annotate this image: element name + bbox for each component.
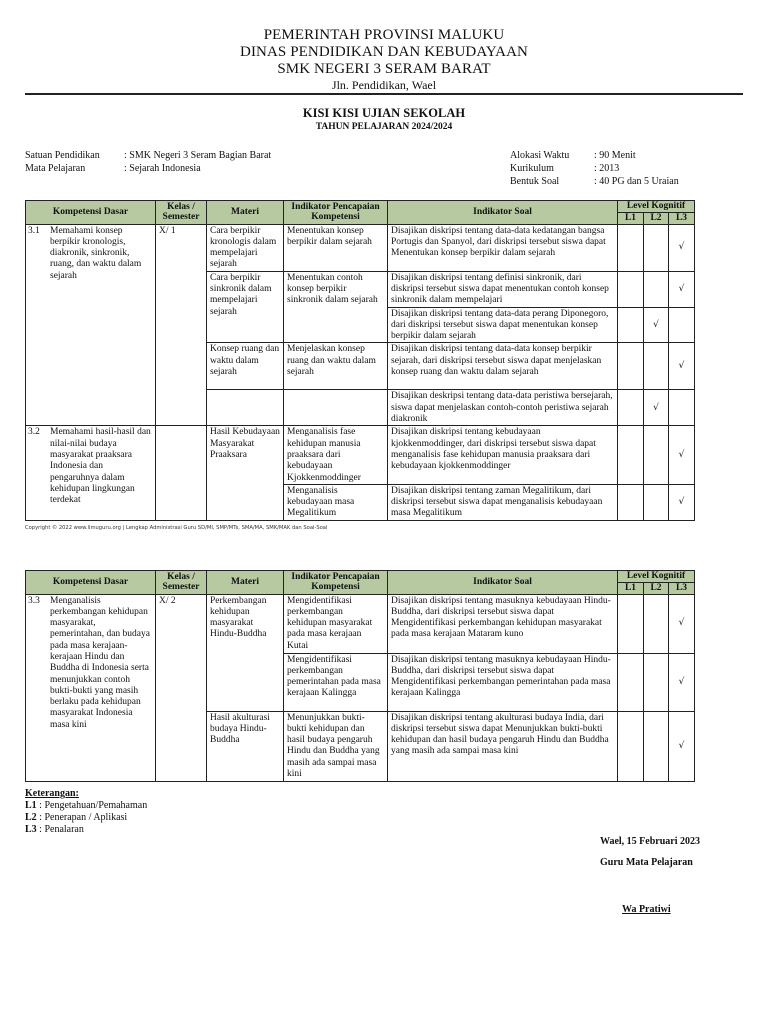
copyright-note: Copyright © 2022 www.ilmuguru.org | Lengkap Administrasi Guru SD/MI, SMP/MTs, SMA/MA, SMK/MAK dan Soal-Soal	[25, 525, 328, 531]
ipk-cell	[284, 390, 388, 426]
soal-cell: Disajikan deskripsi tentang data-data peristiwa bersejarah, siswa dapat menjelaskan contoh-contoh peristiwa sejarah diakronik	[388, 390, 618, 426]
signature-place-date: Wael, 15 Februari 2023	[600, 836, 700, 847]
ipk-cell: Menunjukkan bukti-bukti kehidupan dan hasil budaya pengaruh Hindu dan Buddha yang masih ada sampai masa kini	[284, 711, 388, 781]
ipk-cell: Menentukan konsep berpikir dalam sejarah	[284, 224, 388, 271]
meta-label-mapel: Mata Pelajaran	[25, 163, 86, 174]
col-header-soal: Indikator Soal	[388, 571, 618, 595]
ipk-cell: Menentukan contoh konsep berpikir sinkronik dalam sejarah	[284, 271, 388, 343]
check-mark: √	[669, 426, 695, 484]
col-header-materi: Materi	[207, 571, 284, 595]
legend-item: L3 : Penalaran	[25, 824, 84, 835]
materi-cell: Konsep ruang dan waktu dalam sejarah	[207, 343, 284, 390]
meta-value-kurikulum: : 2013	[594, 163, 620, 174]
document-subtitle: TAHUN PELAJARAN 2024/2024	[315, 122, 453, 132]
legend-item: L1 : Pengetahuan/Pemahaman	[25, 800, 148, 811]
kisi-table-2	[25, 570, 695, 782]
header-divider	[25, 93, 743, 95]
check-mark: √	[669, 484, 695, 520]
legend-keterangan	[25, 788, 147, 836]
soal-cell: Disajikan diskripsi tentang akulturasi budaya India, dari diskripsi tersebut siswa dapat Menunjukkan bukti-bukti kehidupan dan hasil budaya pengaruh Hindu dan Buddha yang masih ada sampai masa kini	[388, 711, 618, 781]
header-line-1: PEMERINTAH PROVINSI MALUKU	[263, 27, 505, 43]
kelas-cell	[156, 426, 207, 520]
col-header-l1: L1	[618, 583, 644, 595]
col-header-ipk: Indikator Pencapaian Kompetensi	[284, 571, 388, 595]
kelas-cell: X/ 1	[156, 224, 207, 426]
meta-label-bentuk: Bentuk Soal	[510, 176, 560, 187]
header-line-2: DINAS PENDIDIKAN DAN KEBUDAYAAN	[240, 44, 528, 60]
kd-text: Memahami hasil-hasil dan nilai-nilai budaya masyarakat praaksara Indonesia dan pengaruhnya dalam kehidupan lingkungan terdekat	[50, 427, 151, 506]
ipk-cell: Mengidentifikasi perkembangan pemerintahan pada masa kerajaan Kalingga	[284, 653, 388, 711]
kd-number: 3.3	[28, 595, 40, 606]
soal-cell: Disajikan diskripsi tentang masuknya kebudayaan Hindu-Buddha, dari diskripsi tersebut siswa dapat Mengidentifikasi perkembangan kehidupan masyarakat pada masa kerajaan Mataram kuno	[388, 594, 618, 653]
soal-cell: Disajikan diskripsi tentang kebudayaan kjokkenmoddinger, dari diskripsi tersebut siswa dapat menganalisis fase kehidupan manusia praaksara dari kebudayaan kjokkenmoddinger	[388, 426, 618, 484]
meta-label-satuan: Satuan Pendidikan	[25, 150, 100, 161]
header-line-3: SMK NEGERI 3 SERAM BARAT	[277, 61, 491, 77]
materi-cell: Hasil Kebudayaan Masyarakat Praaksara	[207, 426, 284, 520]
soal-cell: Disajikan diskripsi tentang data-data perang Diponegoro, dari diskripsi tersebut siswa dapat menentukan konsep berpikir dalam sejarah	[388, 307, 618, 343]
signature-name: Wa Pratiwi	[622, 904, 671, 915]
col-header-kelas: Kelas / Semester	[156, 571, 207, 595]
meta-value-bentuk: : 40 PG dan 5 Uraian	[594, 176, 679, 187]
kd-cell	[26, 224, 156, 426]
table-row	[26, 426, 695, 484]
meta-value-alokasi: : 90 Menit	[594, 150, 636, 161]
legend-item: L2 : Penerapan / Aplikasi	[25, 812, 128, 823]
meta-right	[510, 149, 710, 191]
meta-left	[25, 149, 325, 179]
col-header-level: Level Kognitif	[618, 201, 695, 213]
check-mark: √	[644, 307, 669, 343]
header-address: Jln. Pendidikan, Wael	[331, 78, 437, 92]
ipk-cell: Menjelaskan konsep ruang dan waktu dalam sejarah	[284, 343, 388, 390]
col-header-kelas: Kelas / Semester	[156, 201, 207, 225]
kd-number: 3.1	[28, 225, 40, 236]
soal-cell: Disajikan diskripsi tentang definisi sinkronik, dari diskripsi tersebut siswa dapat menentukan contoh konsep sinkronik dalam mempelajari	[388, 271, 618, 307]
meta-label-alokasi: Alokasi Waktu	[510, 150, 570, 161]
signature-role: Guru Mata Pelajaran	[600, 857, 693, 868]
col-header-l3: L3	[669, 213, 695, 225]
col-header-soal: Indikator Soal	[388, 201, 618, 225]
col-header-kd: Kompetensi Dasar	[26, 571, 156, 595]
kd-number: 3.2	[28, 427, 40, 438]
kd-text: Memahami konsep berpikir kronologis, diakronik, sinkronik, ruang, dan waktu dalam sejarah	[50, 225, 142, 281]
check-mark: √	[669, 594, 695, 653]
check-mark: √	[669, 271, 695, 307]
col-header-kd: Kompetensi Dasar	[26, 201, 156, 225]
check-mark: √	[669, 711, 695, 781]
legend-title: Keterangan:	[25, 788, 79, 799]
col-header-level: Level Kognitif	[618, 571, 695, 583]
ipk-cell: Menganalisis kebudayaan masa Megalitikum	[284, 484, 388, 520]
letterhead	[0, 27, 768, 92]
soal-cell: Disajikan diskripsi tentang zaman Megalitikum, dari diskripsi tersebut siswa dapat menganalisis kebudayaan masa Megalitikum	[388, 484, 618, 520]
materi-cell: Cara berpikir sinkronik dalam mempelajari sejarah	[207, 271, 284, 343]
ipk-cell: Menganalisis fase kehidupan manusia praaksara dari kebudayaan Kjokkenmoddinger	[284, 426, 388, 484]
check-mark: √	[644, 390, 669, 426]
col-header-l2: L2	[644, 213, 669, 225]
kd-cell	[26, 594, 156, 781]
meta-value-satuan: : SMK Negeri 3 Seram Bagian Barat	[124, 150, 272, 161]
ipk-cell: Mengidentifikasi perkembangan kehidupan masyarakat pada masa kerajaan Kutai	[284, 594, 388, 653]
materi-cell	[207, 390, 284, 426]
check-mark: √	[669, 224, 695, 271]
check-mark: √	[669, 653, 695, 711]
kd-text: Menganalisis perkembangan kehidupan masyarakat, pemerintahan, dan budaya pada masa kerajaan-kerajaan Hindu dan Buddha di Indonesia serta menunjukkan contoh bukti-bukti yang masih berlaku pada kehidupan masyarakat Indonesia masa kini	[50, 595, 150, 730]
meta-value-mapel: : Sejarah Indonesia	[124, 163, 201, 174]
materi-cell: Cara berpikir kronologis dalam mempelajari sejarah	[207, 224, 284, 271]
soal-cell: Disajikan diskripsi tentang masuknya kebudayaan Hindu-Buddha, dari diskripsi tersebut siswa dapat Mengidentifikasi perkembangan pemerintahan pada masa kerajaan Kalingga	[388, 653, 618, 711]
table-row	[26, 594, 695, 653]
col-header-materi: Materi	[207, 201, 284, 225]
document-title: KISI KISI UJIAN SEKOLAH	[302, 106, 466, 120]
col-header-l3: L3	[669, 583, 695, 595]
materi-cell: Perkembangan kehidupan masyarakat Hindu-Buddha	[207, 594, 284, 711]
col-header-l1: L1	[618, 213, 644, 225]
col-header-ipk: Indikator Pencapaian Kompetensi	[284, 201, 388, 225]
table-row	[26, 224, 695, 271]
soal-cell: Disajikan diskripsi tentang data-data konsep berpikir sejarah, dari diskripsi tersebut siswa dapat menjelaskan konsep ruang dan waktu dalam sejarah	[388, 343, 618, 390]
materi-cell: Hasil akulturasi budaya Hindu-Buddha	[207, 711, 284, 781]
kd-cell	[26, 426, 156, 520]
soal-cell: Disajikan diskripsi tentang data-data kedatangan bangsa Portugis dan Spanyol, dari diskripsi tersebut siswa dapat Menentukan konsep berpikir dalam sejarah	[388, 224, 618, 271]
col-header-l2: L2	[644, 583, 669, 595]
check-mark: √	[669, 343, 695, 390]
kelas-cell: X/ 2	[156, 594, 207, 781]
meta-label-kurikulum: Kurikulum	[510, 163, 554, 174]
kisi-table-1	[25, 200, 695, 521]
